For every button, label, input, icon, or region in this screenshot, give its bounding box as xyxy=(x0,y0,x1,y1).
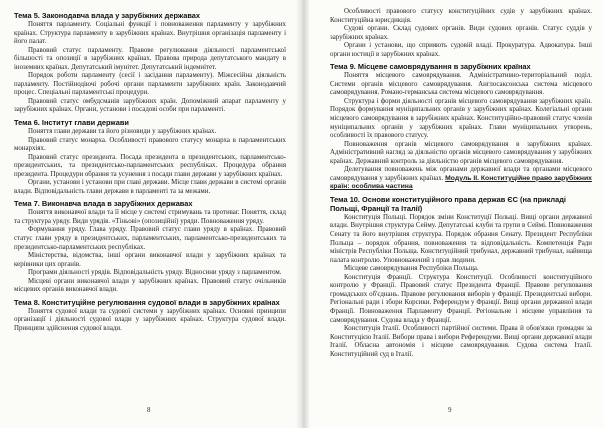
paragraph: Місцеве самоврядування Республіки Польща. xyxy=(344,265,479,273)
paragraph: Порядок роботи парламенту (сесії і засідання парламенту). Міжсесійна діяльність парламенту. Постійнодіючі робочі органи парламенти зарубіжних країн. Законодавчий процес. Спеціальні парламентські процедури. xyxy=(14,72,286,97)
paragraph: Структура і форми діяльності органів місцевого самоврядування зарубіжних країн. Порядок формування муніципальних органів у зарубіжних країнах. Колегіальні органи місцевого самоврядування в зарубіжних країнах. Конституційно-правовий статус членів муніципальних органів у зарубіжних країнах. Глави муніципальних утворень, особливості їх правового статусу. xyxy=(330,97,592,140)
page-number: 8 xyxy=(147,406,151,414)
paragraph: Особливості правового статусу конституційних судів у зарубіжних країнах. Конституційна юрисдикція. xyxy=(330,8,592,24)
paragraph: Конституція Італії. Особливості партійної системи. Права й обов'язки громадян за Конституцією Італії. Вибори права і вибори Референдуми. Вищі органи державної влади Італії. Обласна автономія і місцеве самоврядування. Судова система Італії. Конституційний суд в Італії. xyxy=(330,325,592,358)
right-page-column xyxy=(330,8,592,359)
paragraph: Конституція Франції. Структура Конституції. Особливості конституційного контролю у Франції. Правовий статус Президента Франції. Правове регулювання громадських об'єднань. Правове регулювання виборів у Франції. Президентські вибори. Регіональні ради і збори Корсики. Референдум у Франції. Вищі органи державної влади Франції. Повноваження Парламенту Франції. Регіональне і місцеве управління та самоврядування. Судова влада у Франції. xyxy=(330,273,592,324)
section-title: Тема 10. Основи конституційного права держав ЄС (на прикладі Польщі, Франції та Італії) xyxy=(330,194,566,213)
paragraph: Правовий статус президента. Посада президента в президентських, парламентсько-президентських, та президентсько-парламентських республіках. Процедура обрання президента. Процедури обрання та усунення з посади глави держави у зарубіжних країнах. xyxy=(14,153,286,178)
section-title: Тема 9. Місцеве самоврядування в зарубіжних країнах xyxy=(330,62,531,72)
paragraph: Формування уряду. Глава уряду. Правовий статус глави уряду в країнах. Правовий статус глави уряду в президентських, парламентських, парламентсько-президентських та президентсько-парламентських республіках. xyxy=(14,226,286,251)
right-page xyxy=(302,0,604,428)
paragraph: Повноваження органів місцевого самоврядування в зарубіжних країнах. Адміністративний нагляд за діяльністю органів місцевого самоврядування у зарубіжних країнах. Державний контроль за діяльністю органів місцевого самоврядування. xyxy=(330,140,592,165)
paragraph: Органи і установи, що сприяють судовій владі. Прокуратура. Адвокатура. Інші органи юстиції в зарубіжних країнах. xyxy=(330,42,592,58)
paragraph: Програми діяльності урядів. Відповідальність уряду. Відносини уряду з парламентом. xyxy=(28,269,282,277)
paragraph: Правовий статус парламенту. Правове регулювання діяльності парламентської більшості та опозиції в зарубіжних країнах. Правова природа депутатського мандату в іноземних країнах. Депутатський імунітет. Депутатський індемнітет. xyxy=(14,46,286,71)
paragraph: Органи, установи і установи при главі держави. Місце глави держави в системі органів влади. Відповідальність глави держави в парламенті та за межами. xyxy=(14,179,286,195)
paragraph: Поняття місцевого самоврядування. Адміністративно-територіальний поділ. Системи органів місцевого самоврядування. Англосаксонська система місцевого самоврядування. Романо-германська система місцевого самоврядування. xyxy=(330,72,592,97)
paragraph: Поняття глави держави та його різновиди у зарубіжних країнах. xyxy=(28,128,217,136)
module-heading: Модуль II. Конституційне право зарубіжних країн: особлива частина xyxy=(330,174,592,191)
paragraph: Міністерства, відомства, інші органи виконавчої влади у зарубіжних країнах та керівники цих органів. xyxy=(14,252,286,268)
paragraph: Поняття парламенту. Соціальні функції і повноваження парламенту у зарубіжних країнах. Структура парламенту в зарубіжних країнах. Внутрішня організація парламенту і його палат. xyxy=(14,21,286,46)
paragraph-with-module-heading xyxy=(330,166,592,192)
left-page-column xyxy=(14,8,286,334)
paragraph: Поняття судової влади та судової системи у зарубіжних країнах. Основні принципи організації і діяльності судової влади у зарубіжних країнах. Структура судової влади. Принципи здійснення судової влади. xyxy=(14,307,286,332)
page-number: 9 xyxy=(448,406,452,414)
section-title: Тема 5. Законодавча влада у зарубіжних державах xyxy=(14,11,201,20)
section-title: Тема 6. Інститут глави держави xyxy=(14,118,129,128)
paragraph: Поняття виконавчої влади та її місце у системі стримувань та противаг. Поняття, склад та структура уряду. Види урядів. «Тіньові» (опозиційні) уряди. Повноваження уряду. xyxy=(14,209,286,225)
section-title: Тема 8. Конституційне регулювання судової влади в зарубіжних країнах xyxy=(14,297,280,307)
paragraph: Правовий статус монарха. Особливості правового статусу монарха в парламентських монархіях. xyxy=(14,136,286,153)
paragraph-text: Делегування повноважень між органами державної влади та органами місцевого самоврядування у зарубіжних країнах. xyxy=(330,166,592,182)
section-title: Тема 7. Виконавча влада в зарубіжних державах xyxy=(14,199,193,209)
paragraph: Місцеві органи виконавчої влади у зарубіжних країнах. Правовий статус очільників місцевих органів виконавчої влади. xyxy=(14,277,286,294)
paragraph: Конституція Польщі. Порядок зміни Конституції Польщі. Вищі органи державної влади. Внутрішня структура Сейму. Депутатські клуби та групи в Сеймі. Повноваження Сенату та його внутрішня структура. Порядок обрання Сенату. Президент Республіки Польща – порядок обрання, повноваження та відповідальність. Компетенція Ради міністрів Республіки Польща. Конституційний трибунал, державний трибунал, найвища палата контролю. Уповноважений з прав людини. xyxy=(330,213,592,264)
paragraph: Правовий статус омбудсманів зарубіжних країн. Допоміжний апарат парламенту у зарубіжних країнах. Органи, установи і посадові особи при парламенті. xyxy=(14,97,286,114)
paragraph: Судові органи. Склад судових органів. Види судових органів. Статус суддів у зарубіжних країнах. xyxy=(330,25,592,41)
book-gutter-shadow xyxy=(296,0,310,428)
